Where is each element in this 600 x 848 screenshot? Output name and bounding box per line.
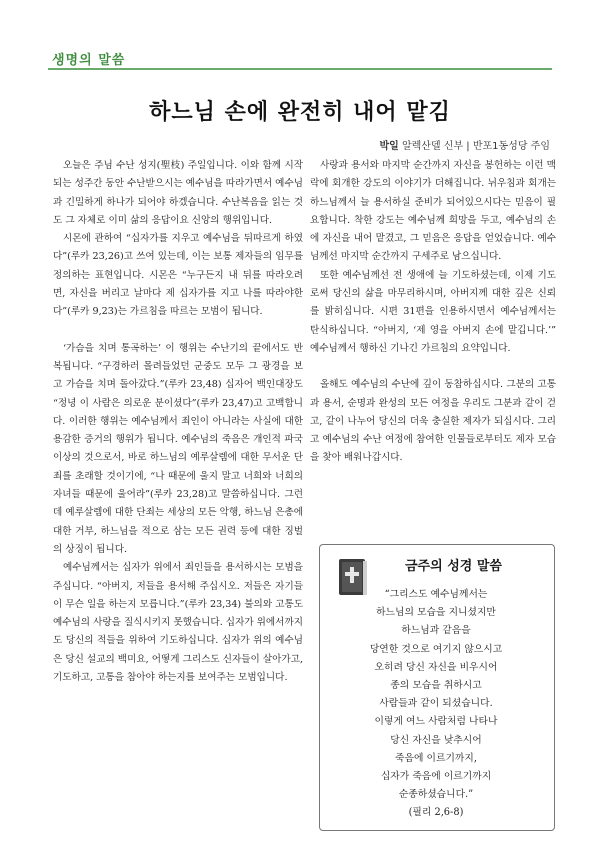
right-column	[310, 157, 556, 468]
byline	[379, 137, 550, 152]
paragraph: 올해도 예수님의 수난에 깊이 동참하십시다. 그분의 고통과 용서, 순명과 완성의 모든 여정을 우리도 그분과 같이 걷고, 같이 나누어 당신의 더욱 충실한 제자가 되십시다. 그리고 예수님의 수난 여정에 참여한 인물들로부터도 제자 모습을 찾아 배워나갑시다.	[310, 379, 556, 464]
verse-line: 오히려 당신 자신을 비우시어	[374, 661, 498, 673]
paragraph: 오늘은 주님 수난 성지(聖枝) 주일입니다. 이와 함께 시작되는 성주간 동안 수난받으시는 예수님을 따라가면서 예수님과 긴밀하게 하나가 되어야 하겠습니다. 수난복음을 읽는 것도 그 자체로 이미 삶의 응답이요 신앙의 행위입니다.	[53, 160, 303, 226]
paragraph: 예수님께서는 십자가 위에서 죄인들을 용서하시는 모범을 주십니다. “아버지, 저들을 용서해 주십시오. 저들은 자기들이 무슨 일을 하는지 모릅니다.”(루카 23,34) 불의와 고통도 예수님의 사랑을 질식시키지 못했습니다. 십자가 위에서까지도 당신의 적들을 위하여 기도하십니다. 십자가 위의 예수님은 당신 설교의 백미요, 어떻게 그리스도 신자들이 살아가고, 기도하고, 고통을 참아야 하는지를 보여주는 모범입니다.	[53, 562, 303, 684]
verse-line: 이렇게 여느 사람처럼 나타나	[374, 716, 498, 728]
paragraph: 사랑과 용서와 마지막 순간까지 자신을 봉헌하는 이런 맥락에 회개한 강도의 이야기가 더해집니다. 뉘우침과 회개는 하느님께서 늘 용서하실 준비가 되어있으시다는 믿음이 필요합니다. 착한 강도는 예수님께 희망을 두고, 예수님의 손에 자신을 내어 맡겼고, 그 믿음은 응답을 얻었습니다. 예수님께선 마지막 순간까지 구세주로 남으십니다.	[310, 160, 556, 263]
author-name: 박일	[379, 141, 399, 152]
paragraph: 또한 예수님께선 전 생애에 늘 기도하셨는데, 이제 기도로써 당신의 삶을 마무리하시며, 아버지께 대한 깊은 신뢰를 밝히십니다. 시편 31편을 인용하시면서 예수님께서는 탄식하십니다. “아버지, ‘제 영을 아버지 손에 맡깁니다.’” 예수님께서 행하신 기나긴 가르침의 요약입니다.	[310, 269, 556, 354]
header-divider	[48, 68, 552, 70]
section-label: 생명의 말씀	[52, 53, 126, 68]
left-column	[53, 157, 303, 687]
verse-line: 죽음에 이르기까지,	[395, 752, 477, 764]
verse-line: 십자가 죽음에 이르기까지	[380, 771, 492, 783]
page-title: 하느님 손에 완전히 내어 맡김	[149, 100, 451, 125]
paragraph: 시몬에 관하여 “십자가를 지우고 예수님을 뒤따르게 하였다”(루카 23,26)고 쓰여 있는데, 이는 보통 제자들의 임무를 정의하는 표현입니다. 시몬은 “누구든지 내 뒤를 따라오려면, 자신을 버리고 날마다 제 십자가를 지고 나를 따라야한다”(루카 9,23)는 가르침을 따르는 모범이 됩니다.	[53, 233, 303, 318]
verse-reference: (필리 2,6-8)	[408, 807, 464, 819]
verse-line: 종의 모습을 취하시고	[390, 680, 482, 692]
verse-text	[320, 586, 552, 823]
verse-line: “그리스도 예수님께서는	[384, 589, 488, 600]
verse-line: 순종하셨습니다.”	[398, 789, 474, 801]
paragraph: ‘가슴을 치며 통곡하는’ 이 행위는 수난기의 끝에서도 반복됩니다. “구경하러 몰려들었던 군중도 모두 그 광경을 보고 가슴을 치며 돌아갔다.”(루카 23,48) 십자어 백인대장도 “정녕 이 사람은 의로운 분이셨다”(루카 23,47)고 고백합니다. 이러한 행위는 예수님께서 죄인이 아니라는 사실에 대한 용감한 증거의 행위가 됩니다. 예수님의 죽음은 개인적 파국 이상의 것으로서, 바로 하느님의 예루살렘에 대한 무서운 단죄를 초래할 것이기에, “나 때문에 울지 말고 너희와 너희의 자녀들 때문에 울어라”(루카 23,28)고 말씀하십니다. 그런데 예루살렘에 대한 단죄는 세상의 모든 악행, 하느님 은총에 대한 거부, 하느님을 적으로 삼는 모든 권력 등에 대한 징벌의 상징이 됩니다.	[53, 342, 303, 555]
verse-title: 금주의 성경 말씀	[405, 559, 502, 574]
verse-line: 하느님의 모습을 지니셨지만	[376, 607, 496, 619]
verse-line: 사람들과 같이 되셨습니다.	[379, 698, 493, 710]
verse-line: 당연한 것으로 여기지 않으시고	[369, 643, 503, 655]
verse-line: 하느님과 같음을	[401, 625, 471, 637]
author-detail: 알렉산델 신부 | 반포1동성당 주임	[401, 141, 550, 152]
verse-line: 당신 자신을 낮추시어	[390, 734, 482, 746]
